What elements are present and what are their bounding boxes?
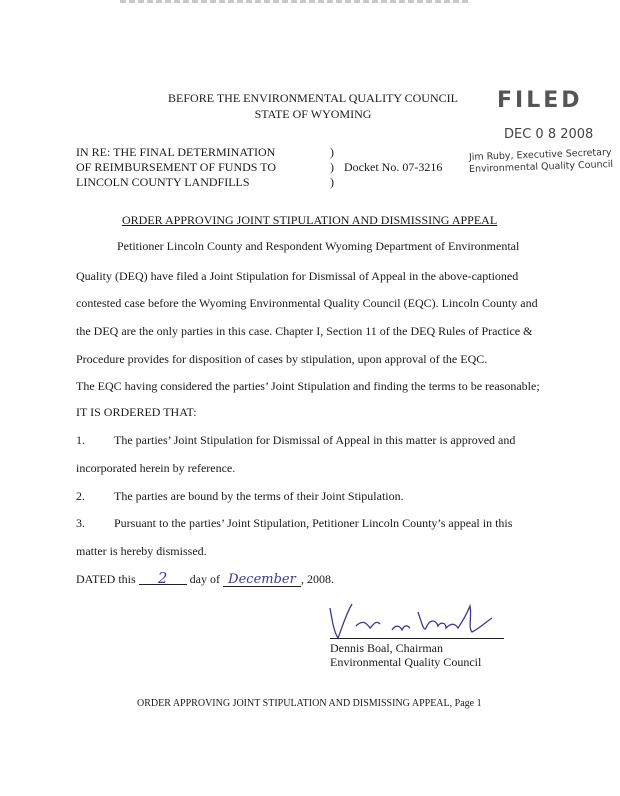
signature-line — [330, 638, 504, 639]
signer-council: Environmental Quality Council — [330, 655, 482, 669]
item-1-text: The parties’ Joint Stipulation for Dismissal of Appeal in this matter is approved and — [114, 433, 516, 447]
dated-day-handwritten: 2 — [139, 572, 187, 585]
dated-line — [76, 569, 334, 587]
dated-suffix: , 2008. — [301, 572, 334, 586]
item-2-text: The parties are bound by the terms of their Joint Stipulation. — [114, 489, 404, 503]
caption-bracket: ) — [330, 145, 334, 159]
body-para-1-line-2: Quality (DEQ) have filed a Joint Stipulation for Dismissal of Appeal in the above-captioned — [76, 269, 519, 283]
item-3-number: 3. — [76, 516, 85, 530]
dated-prefix: DATED this — [76, 572, 136, 586]
page-footer: ORDER APPROVING JOINT STIPULATION AND DISMISSING APPEAL, Page 1 — [137, 698, 482, 709]
filed-stamp-date: DEC 0 8 2008 — [504, 127, 594, 142]
dated-month-handwritten: December — [223, 574, 301, 587]
header-line-1: BEFORE THE ENVIRONMENTAL QUALITY COUNCIL — [168, 91, 458, 105]
item-3-text-cont: matter is hereby dismissed. — [76, 544, 207, 558]
header-line-2: STATE OF WYOMING — [254, 107, 372, 121]
body-para-2: The EQC having considered the parties’ Joint Stipulation and finding the terms to be reasonable; — [76, 379, 540, 393]
caption-brackets — [330, 145, 334, 190]
body-para-1-line-5: Procedure provides for disposition of cases by stipulation, upon approval of the EQC. — [76, 352, 488, 366]
caption-bracket: ) — [330, 175, 334, 189]
signer-name: Dennis Boal, Chairman — [330, 641, 443, 655]
docket-number: Docket No. 07-3216 — [344, 160, 443, 174]
dated-mid: day of — [189, 572, 220, 586]
signature-block — [330, 641, 481, 669]
filed-stamp-name: Jim Ruby, Executive Secretary — [468, 147, 612, 163]
body-para-1-line-1: Petitioner Lincoln County and Respondent Wyoming Department of Environmental — [117, 239, 520, 253]
item-3-text: Pursuant to the parties’ Joint Stipulation, Petitioner Lincoln County’s appeal in this — [114, 516, 513, 530]
body-para-1-line-4: the DEQ are the only parties in this case. Chapter I, Section 11 of the DEQ Rules of Practice & — [76, 324, 533, 338]
order-title: ORDER APPROVING JOINT STIPULATION AND DISMISSING APPEAL — [122, 213, 498, 227]
ordered-heading: IT IS ORDERED THAT: — [76, 405, 197, 419]
body-para-1-line-3: contested case before the Wyoming Environmental Quality Council (EQC). Lincoln County and — [76, 296, 538, 310]
filed-stamp-title: FILED — [497, 88, 583, 113]
caption-line-3: LINCOLN COUNTY LANDFILLS — [76, 175, 250, 189]
item-1-number: 1. — [76, 433, 85, 447]
caption-bracket: ) — [330, 160, 334, 174]
case-caption — [76, 145, 276, 190]
filed-stamp-council: Environmental Quality Council — [468, 158, 614, 175]
caption-line-2: OF REIMBURSEMENT OF FUNDS TO — [76, 160, 277, 174]
item-2-number: 2. — [76, 489, 85, 503]
caption-line-1: IN RE: THE FINAL DETERMINATION — [76, 145, 276, 159]
court-header — [163, 91, 463, 122]
scan-artifact — [120, 0, 470, 3]
item-1-text-cont: incorporated herein by reference. — [76, 461, 236, 475]
